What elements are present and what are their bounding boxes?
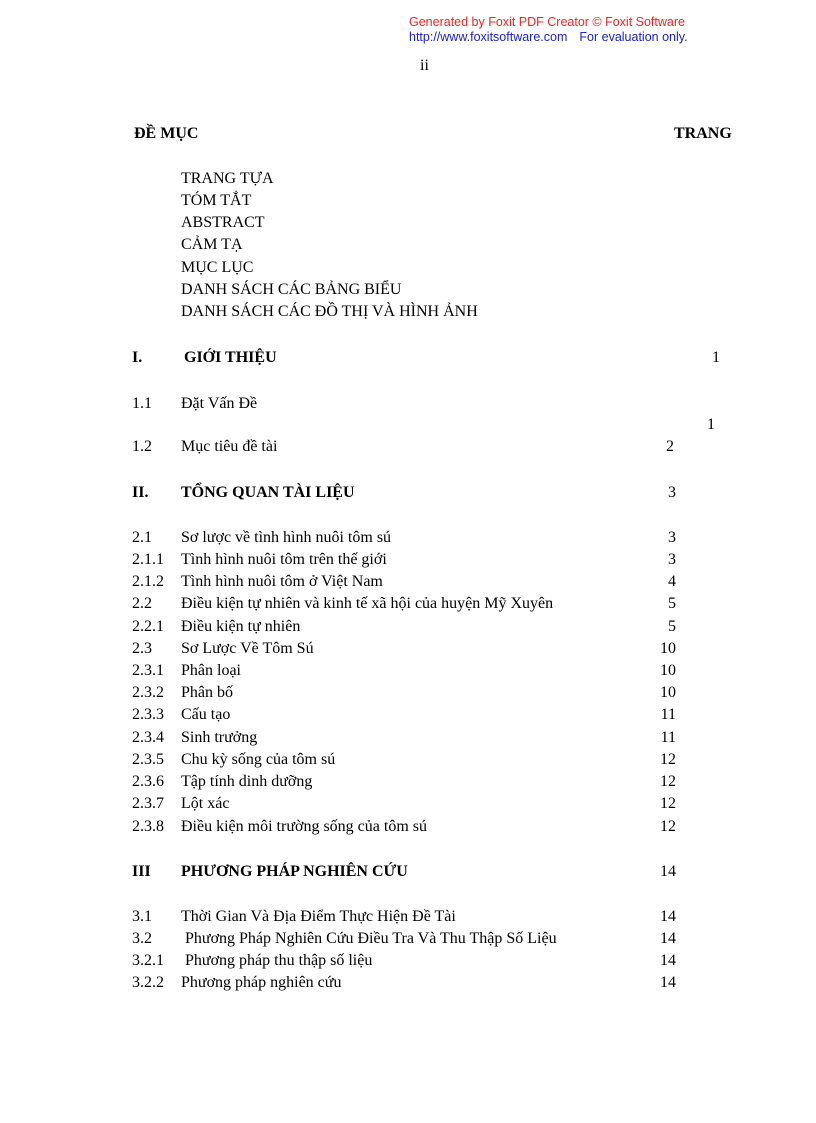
page-number: ii — [420, 57, 429, 74]
chapter-number: I. — [132, 349, 143, 366]
entry-page: 10 — [660, 640, 676, 657]
entry-title: Phân bố — [181, 684, 233, 701]
header-right: TRANG — [674, 125, 732, 142]
entry-page: 2 — [666, 438, 674, 455]
entry-number: 1.1 — [132, 395, 152, 412]
entry-number: 2.3.1 — [132, 662, 164, 679]
entry-page: 1 — [707, 416, 715, 433]
entry-title: Tình hình nuôi tôm trên thế giới — [181, 551, 387, 568]
entry-page: 11 — [660, 729, 676, 746]
entry-title: Điều kiện tự nhiên — [181, 618, 301, 635]
entry-title: Điều kiện tự nhiên và kinh tế xã hội của huyện Mỹ Xuyên — [181, 595, 554, 612]
entry-page: 3 — [668, 529, 676, 546]
entry-number: 2.2.1 — [132, 618, 164, 635]
entry-number: 2.1.1 — [132, 551, 164, 568]
entry-number: 2.3.5 — [132, 751, 164, 768]
watermark-line1: Generated by Foxit PDF Creator © Foxit Software — [409, 15, 685, 29]
header-left: ĐỀ MỤC — [134, 125, 199, 142]
entry-number: 3.1 — [132, 908, 152, 925]
entry-number: 2.1.2 — [132, 573, 164, 590]
chapter-page: 1 — [712, 349, 720, 366]
entry-title: Điều kiện môi trường sống của tôm sú — [181, 818, 427, 835]
front-matter-item: CẢM TẠ — [181, 236, 243, 253]
entry-title: Sinh trưởng — [181, 729, 258, 746]
chapter-title: GIỚI THIỆU — [184, 349, 277, 366]
front-matter-item: DANH SÁCH CÁC ĐỒ THỊ VÀ HÌNH ẢNH — [181, 303, 478, 320]
entry-page: 12 — [660, 818, 676, 835]
entry-number: 2.3.7 — [132, 795, 164, 812]
entry-title: Sơ lược về tình hình nuôi tôm sú — [181, 529, 392, 546]
entry-number: 2.3.8 — [132, 818, 164, 835]
watermark-url: http://www.foxitsoftware.com — [409, 30, 568, 44]
entry-title: Sơ Lược Về Tôm Sú — [181, 640, 314, 657]
entry-title: Tình hình nuôi tôm ở Việt Nam — [181, 573, 383, 590]
entry-title: Phương pháp nghiên cứu — [181, 974, 342, 991]
entry-number: 3.2.2 — [132, 974, 164, 991]
entry-title: Phân loại — [181, 662, 241, 679]
chapter-number: III — [132, 863, 151, 880]
chapter-page: 14 — [660, 863, 676, 880]
front-matter-item: MỤC LỤC — [181, 259, 254, 276]
foxit-watermark — [409, 15, 688, 45]
chapter-page: 3 — [668, 484, 676, 501]
entry-page: 14 — [660, 908, 676, 925]
watermark-line2 — [409, 30, 688, 45]
entry-number: 3.2.1 — [132, 952, 164, 969]
entry-number: 2.3 — [132, 640, 152, 657]
chapter-title: PHƯƠNG PHÁP NGHIÊN CỨU — [181, 863, 408, 880]
entry-page: 14 — [660, 952, 676, 969]
entry-number: 2.2 — [132, 595, 152, 612]
entry-number: 2.3.6 — [132, 773, 164, 790]
entry-page: 5 — [668, 618, 676, 635]
front-matter-item: TÓM TẮT — [181, 192, 252, 209]
watermark-note: For evaluation only. — [579, 30, 688, 44]
entry-title: Đặt Vấn Đề — [181, 395, 258, 412]
entry-title: Lột xác — [181, 795, 230, 812]
entry-number: 2.3.3 — [132, 706, 164, 723]
entry-page: 12 — [660, 751, 676, 768]
entry-page: 10 — [660, 684, 676, 701]
entry-page: 10 — [660, 662, 676, 679]
front-matter-item: ABSTRACT — [181, 214, 265, 231]
entry-page: 3 — [668, 551, 676, 568]
entry-title: Cấu tạo — [181, 706, 231, 723]
front-matter-item: DANH SÁCH CÁC BẢNG BIỂU — [181, 281, 402, 298]
entry-number: 2.3.4 — [132, 729, 164, 746]
entry-number: 2.1 — [132, 529, 152, 546]
entry-title: Phương Pháp Nghiên Cứu Điều Tra Và Thu Thập Số Liệu — [181, 930, 557, 947]
entry-number: 3.2 — [132, 930, 152, 947]
entry-number: 2.3.2 — [132, 684, 164, 701]
chapter-number: II. — [132, 484, 149, 501]
entry-page: 14 — [660, 974, 676, 991]
entry-title: Phương pháp thu thập số liệu — [181, 952, 373, 969]
front-matter-item: TRANG TỰA — [181, 170, 274, 187]
entry-page: 4 — [668, 573, 676, 590]
chapter-title: TỔNG QUAN TÀI LIỆU — [181, 484, 355, 501]
entry-page: 14 — [660, 930, 676, 947]
entry-title: Tập tính dinh dưỡng — [181, 773, 313, 790]
entry-title: Mục tiêu đề tài — [181, 438, 278, 455]
entry-page: 5 — [668, 595, 676, 612]
entry-title: Thời Gian Và Địa Điểm Thực Hiện Đề Tài — [181, 908, 456, 925]
entry-page: 12 — [660, 795, 676, 812]
entry-number: 1.2 — [132, 438, 152, 455]
entry-page: 11 — [660, 706, 676, 723]
entry-page: 12 — [660, 773, 676, 790]
entry-title: Chu kỳ sống của tôm sú — [181, 751, 336, 768]
